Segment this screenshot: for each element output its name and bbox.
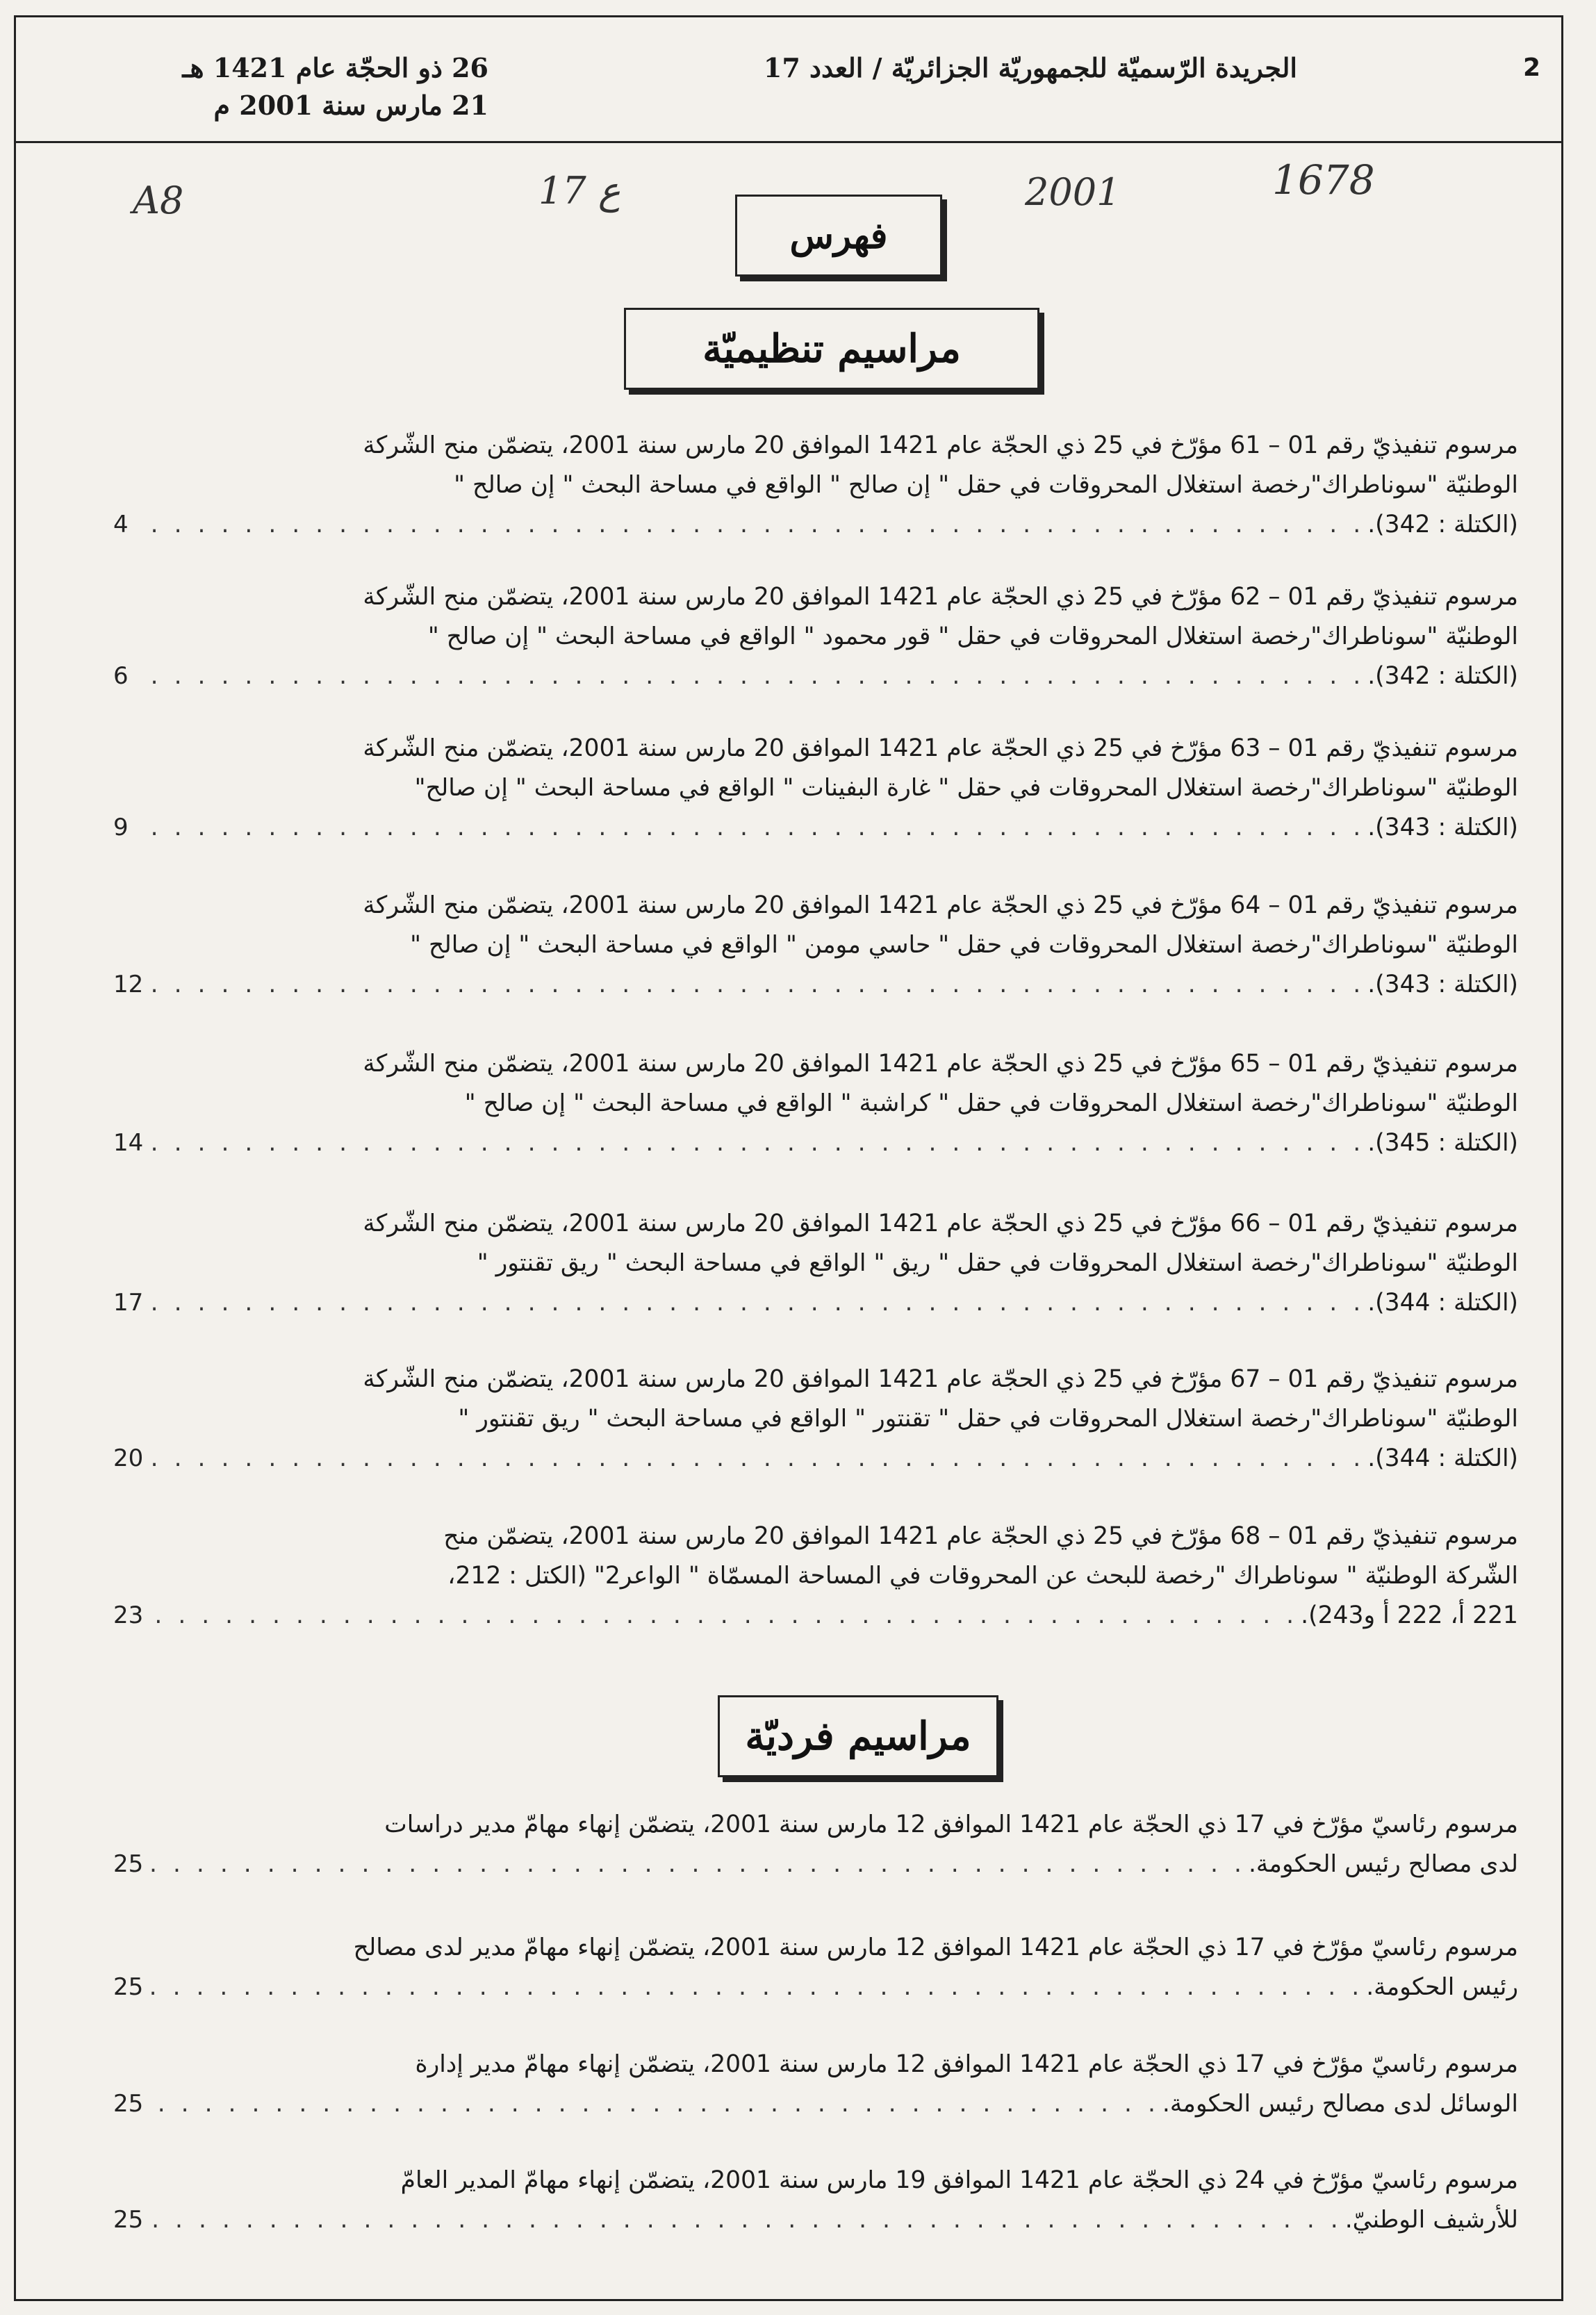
- entry-text-line: مرسوم رئاسيّ مؤرّخ في 17 ذي الحجّة عام 1421 الموافق 12 مارس سنة 2001، يتضمّن إنهاء مهامّ مدير إدارة: [415, 2050, 1518, 2078]
- dot-leader: [148, 2084, 1160, 2124]
- entry-last-line: [148, 2084, 1518, 2124]
- dot-leader: [148, 1439, 1365, 1478]
- entry-page-number: 25: [113, 2206, 144, 2234]
- entry-text-line: الشّركة الوطنيّة " سوناطراك "رخصة للبحث عن المحروقات في المساحة المسمّاة " الواعر2" (الكتل : 212،: [447, 1562, 1518, 1590]
- entry-text-line: للأرشيف الوطنيّ.: [1344, 2206, 1518, 2234]
- entry-last-line: [148, 657, 1518, 696]
- dot-leader: [148, 2200, 1342, 2240]
- handwritten-note-year: 2001: [1025, 170, 1121, 214]
- journal-title: الجريدة الرّسميّة للجمهوريّة الجزائريّة / العدد 17: [763, 52, 1297, 83]
- entry-text-line: مرسوم تنفيذيّ رقم 01 – 66 مؤرّخ في 25 ذي الحجّة عام 1421 الموافق 20 مارس سنة 2001، يتضمّن منح الشّركة: [363, 1210, 1518, 1237]
- entry-text-line: (الكتلة : 345).: [1367, 1129, 1518, 1157]
- entry-text-line: مرسوم رئاسيّ مؤرّخ في 17 ذي الحجّة عام 1421 الموافق 12 مارس سنة 2001، يتضمّن إنهاء مهامّ مدير لدى مصالح: [353, 1934, 1518, 1961]
- entry-page-number: 17: [113, 1289, 144, 1317]
- entry-page-number: 4: [113, 511, 129, 538]
- handwritten-note-left: A8: [133, 179, 184, 222]
- index-entry[interactable]: [148, 1517, 1518, 1636]
- entry-text-line: مرسوم رئاسيّ مؤرّخ في 24 ذي الحجّة عام 1421 الموافق 19 مارس سنة 2001، يتضمّن إنهاء مهامّ المدير العامّ: [400, 2166, 1518, 2194]
- entry-last-line: [148, 505, 1518, 545]
- dot-leader: [148, 1968, 1363, 2007]
- entry-text-line: (الكتلة : 343).: [1367, 971, 1518, 998]
- entry-text-line: (الكتلة : 342).: [1367, 511, 1518, 538]
- entry-text-line: مرسوم تنفيذيّ رقم 01 – 68 مؤرّخ في 25 ذي الحجّة عام 1421 الموافق 20 مارس سنة 2001، يتضمّن منح: [443, 1522, 1518, 1550]
- entry-last-line: [148, 2200, 1518, 2240]
- entry-text-line: الوطنيّة "سوناطراك"رخصة استغلال المحروقات في حقل " كراشبة " الواقع في مساحة البحث " إن صالح ": [464, 1089, 1518, 1117]
- index-entry[interactable]: [148, 729, 1518, 848]
- index-entry[interactable]: [148, 426, 1518, 545]
- index-entry[interactable]: [148, 1360, 1518, 1478]
- index-entry[interactable]: [148, 1044, 1518, 1163]
- entry-text-line: مرسوم تنفيذيّ رقم 01 – 64 مؤرّخ في 25 ذي الحجّة عام 1421 الموافق 20 مارس سنة 2001، يتضمّن منح الشّركة: [363, 891, 1518, 919]
- entry-text-line: الوسائل لدى مصالح رئيس الحكومة.: [1162, 2090, 1518, 2118]
- entry-text-line: الوطنيّة "سوناطراك"رخصة استغلال المحروقات في حقل " إن صالح " الواقع في مساحة البحث " إن صالح ": [454, 471, 1518, 499]
- dot-leader: [148, 1596, 1298, 1636]
- section-title-individual: مراسيم فرديّة: [718, 1695, 998, 1777]
- entry-last-line: [148, 1439, 1518, 1478]
- entry-text-line: رئيس الحكومة.: [1366, 1973, 1518, 2001]
- dot-leader: [148, 1845, 1246, 1884]
- index-entry[interactable]: [148, 1204, 1518, 1323]
- entry-text-line: لدى مصالح رئيس الحكومة.: [1248, 1850, 1518, 1878]
- index-entry[interactable]: [148, 577, 1518, 696]
- dot-leader: [148, 1283, 1365, 1323]
- date-gregorian: 21 مارس سنة 2001 م: [213, 90, 488, 121]
- entry-last-line: [148, 1123, 1518, 1163]
- index-entry[interactable]: [148, 2045, 1518, 2124]
- entry-text-line: (الكتلة : 344).: [1367, 1444, 1518, 1472]
- entry-text-line: (الكتلة : 344).: [1367, 1289, 1518, 1317]
- index-entry[interactable]: [148, 1928, 1518, 2007]
- entry-text-line: الوطنيّة "سوناطراك"رخصة استغلال المحروقات في حقل " غارة البفينات " الواقع في مساحة البحث " إن صالح": [414, 774, 1518, 802]
- dot-leader: [148, 965, 1365, 1005]
- entry-page-number: 25: [113, 1850, 144, 1878]
- entry-text-line: (الكتلة : 342).: [1367, 662, 1518, 690]
- date-hijri: 26 ذو الحجّة عام 1421 هـ: [182, 52, 488, 83]
- page-header: [16, 17, 1561, 143]
- entry-text-line: مرسوم تنفيذيّ رقم 01 – 63 مؤرّخ في 25 ذي الحجّة عام 1421 الموافق 20 مارس سنة 2001، يتضمّن منح الشّركة: [363, 734, 1518, 762]
- index-title-box: فهرس: [735, 195, 942, 277]
- gazette-page: [14, 15, 1563, 2301]
- dot-leader: [148, 808, 1365, 848]
- entry-last-line: [148, 965, 1518, 1005]
- entry-text-line: مرسوم تنفيذيّ رقم 01 – 65 مؤرّخ في 25 ذي الحجّة عام 1421 الموافق 20 مارس سنة 2001، يتضمّن منح الشّركة: [363, 1050, 1518, 1078]
- dot-leader: [148, 1123, 1365, 1163]
- entry-page-number: 20: [113, 1444, 144, 1472]
- entry-page-number: 14: [113, 1129, 144, 1157]
- entry-last-line: [148, 1845, 1518, 1884]
- index-entry[interactable]: [148, 886, 1518, 1005]
- entry-text-line: مرسوم تنفيذيّ رقم 01 – 67 مؤرّخ في 25 ذي الحجّة عام 1421 الموافق 20 مارس سنة 2001، يتضمّن منح الشّركة: [363, 1365, 1518, 1393]
- entry-page-number: 25: [113, 1973, 144, 2001]
- entry-last-line: [148, 1968, 1518, 2007]
- entry-page-number: 25: [113, 2090, 144, 2118]
- entry-last-line: [148, 808, 1518, 848]
- entry-last-line: [148, 1283, 1518, 1323]
- entry-page-number: 6: [113, 662, 129, 690]
- entry-text-line: مرسوم تنفيذيّ رقم 01 – 62 مؤرّخ في 25 ذي الحجّة عام 1421 الموافق 20 مارس سنة 2001، يتضمّن منح الشّركة: [363, 583, 1518, 611]
- dot-leader: [148, 657, 1365, 696]
- section-title-regulatory: مراسيم تنظيميّة: [624, 308, 1039, 390]
- page-number: 2: [1522, 53, 1540, 82]
- issue-date: [58, 49, 488, 124]
- entry-text-line: مرسوم رئاسيّ مؤرّخ في 17 ذي الحجّة عام 1421 الموافق 12 مارس سنة 2001، يتضمّن إنهاء مهامّ مدير دراسات: [384, 1811, 1518, 1838]
- entry-last-line: [148, 1596, 1518, 1636]
- entry-text-line: (الكتلة : 343).: [1367, 814, 1518, 841]
- entry-text-line: مرسوم تنفيذيّ رقم 01 – 61 مؤرّخ في 25 ذي الحجّة عام 1421 الموافق 20 مارس سنة 2001، يتضمّن منح الشّركة: [363, 431, 1518, 459]
- index-entry[interactable]: [148, 1805, 1518, 1884]
- entry-page-number: 9: [113, 814, 129, 841]
- entry-page-number: 12: [113, 971, 144, 998]
- entry-text-line: الوطنيّة "سوناطراك"رخصة استغلال المحروقات في حقل " قور محمود " الواقع في مساحة البحث " إن صالح ": [427, 623, 1518, 650]
- handwritten-note-center: 17 ع: [538, 169, 621, 213]
- dot-leader: [148, 505, 1365, 545]
- handwritten-note-right: 1678: [1272, 156, 1375, 204]
- index-entry[interactable]: [148, 2161, 1518, 2240]
- entry-text-line: الوطنيّة "سوناطراك"رخصة استغلال المحروقات في حقل " ريق " الواقع في مساحة البحث " ريق تقنتور ": [477, 1249, 1518, 1277]
- entry-text-line: 221 أ، 222 أ و243).: [1301, 1601, 1518, 1629]
- entry-text-line: الوطنيّة "سوناطراك"رخصة استغلال المحروقات في حقل " حاسي مومن " الواقع في مساحة البحث " إن صالح ": [410, 931, 1518, 959]
- entry-page-number: 23: [113, 1601, 144, 1629]
- entry-text-line: الوطنيّة "سوناطراك"رخصة استغلال المحروقات في حقل " تقنتور " الواقع في مساحة البحث " ريق تقنتور ": [458, 1405, 1518, 1433]
